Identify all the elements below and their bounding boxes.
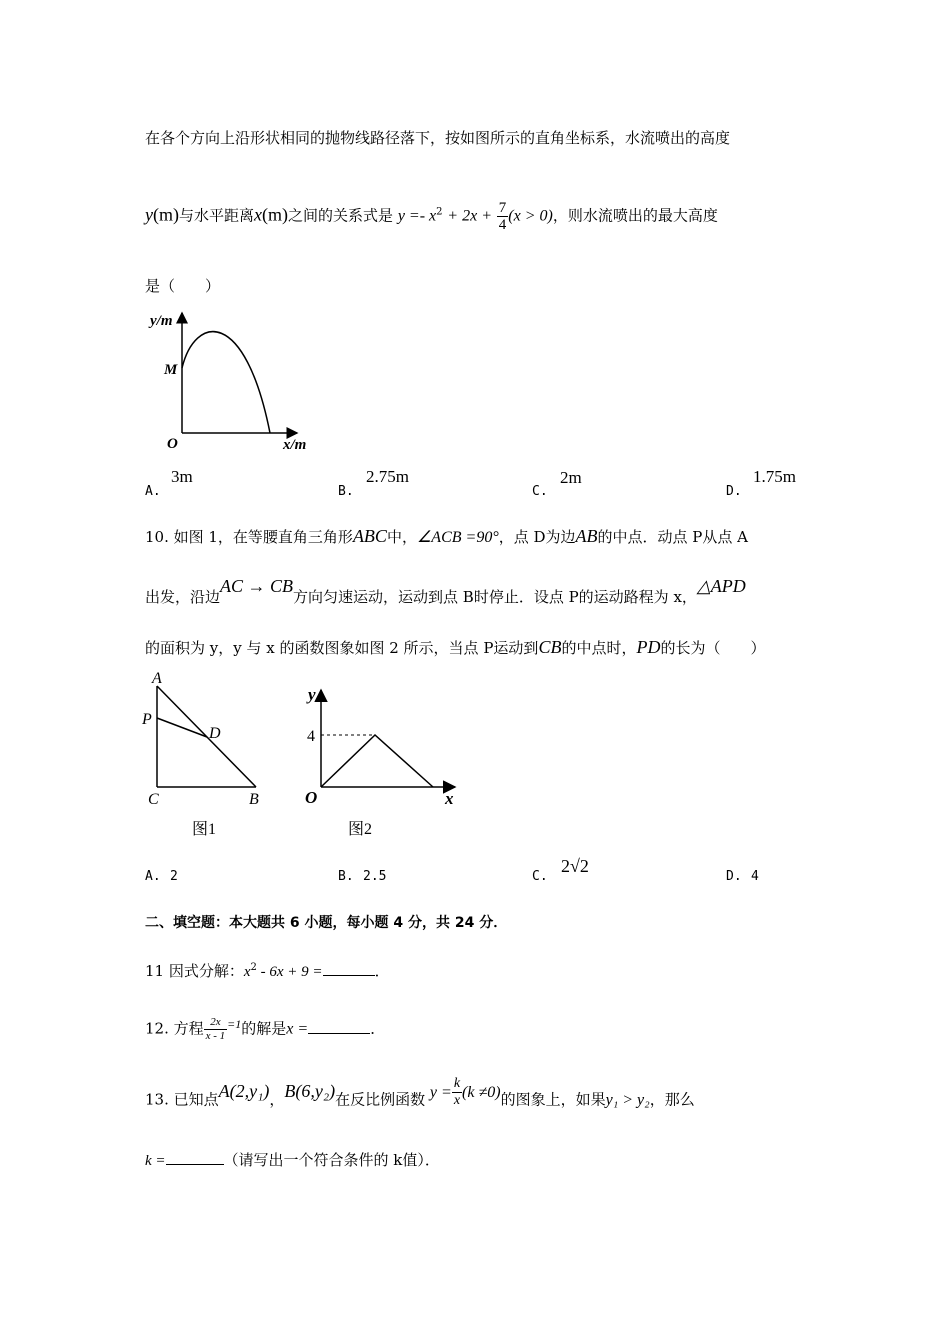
q10-l3d: PD — [636, 637, 661, 657]
q10-option-d-label: D. — [726, 869, 742, 884]
q11-text — [145, 958, 390, 982]
q9-origin-label: O — [167, 436, 178, 452]
q10-l2c: 方向匀速运动，运动到点 B时停止．设点 P的运动路程为 x， — [293, 588, 697, 606]
q9-text-mid: 与水平距离 — [179, 206, 255, 225]
q9-y-var: y — [145, 204, 153, 225]
q9-option-a-label: A. — [145, 484, 161, 499]
q9-option-c-value: 2m — [560, 468, 582, 487]
q10-figure1-triangle — [140, 668, 270, 843]
q9-point-m-label: M — [164, 362, 178, 378]
q10-l3c: 的中点时， — [561, 639, 637, 657]
q9-text-end: ，则水流喷出的最大高度 — [552, 206, 718, 225]
q10-text-line2 — [145, 576, 746, 607]
q9-parabola-graph — [145, 305, 325, 455]
q10-l3e: 的长为（ ） — [660, 639, 766, 657]
q13-k-eq: k = — [145, 1153, 166, 1169]
q13-mid: 在反比例函数 — [335, 1090, 426, 1109]
q13-l2b: （请写出一个符合条件的 k值）． — [223, 1151, 440, 1169]
q11-expr-b: - 6x + 9 = — [256, 964, 323, 980]
q10-l1e: ，点 D为边 — [498, 528, 576, 546]
q13-compare: y₁ > y₂ — [605, 1091, 650, 1109]
q9-formula-c: (x > 0) — [508, 207, 553, 225]
q11-expr-a: x — [243, 964, 251, 980]
q13-point-a: A(2,y₁) — [218, 1080, 270, 1101]
q13-func-frac — [452, 1076, 462, 1109]
q12-text — [145, 1016, 385, 1043]
q10-option-b-label: B. — [338, 869, 354, 884]
q9-option-c-label: C. — [532, 484, 548, 499]
q11-sup: 2 — [250, 962, 257, 973]
q9-parabola-curve — [182, 332, 270, 433]
q10-l3a: 的面积为 y，y 与 x 的函数图象如图 2 所示，当点 P运动到 — [145, 639, 539, 657]
q9-y-unit: (m) — [153, 204, 179, 225]
q10-fig1-caption: 图1 — [192, 821, 217, 838]
q10-l1c: 中， — [386, 528, 417, 546]
q9-formula-sup: 2 — [436, 206, 443, 218]
q10-option-d-value: 4 — [751, 869, 759, 884]
q9-formula-den: 4 — [498, 217, 507, 233]
q9-option-d-label: D. — [726, 484, 742, 499]
q13-comma: ， — [269, 1090, 285, 1109]
q10-l2d: △APD — [696, 576, 746, 596]
section2-title: 二、填空题：本大题共 6 小题，每小题 4 分，共 24 分． — [145, 915, 508, 931]
q10-fig2-caption: 图2 — [348, 821, 373, 838]
q10-figure2-graph — [295, 682, 465, 842]
q10-fig2-label-o: O — [305, 788, 318, 807]
q10-fig2-function-line — [321, 735, 433, 787]
q11-answer-blank[interactable] — [323, 975, 375, 976]
q10-fig1-label-b: B — [249, 791, 259, 808]
q10-fig1-segment-pd — [157, 718, 207, 737]
q9-formula-b: + 2x + — [447, 207, 492, 225]
q9-x-axis-label: x/m — [283, 437, 307, 453]
q11-end: ． — [374, 962, 390, 980]
q10-fig1-label-c: C — [148, 791, 159, 808]
q10-fig1-label-d: D — [209, 725, 221, 742]
q10-fig2-label-four: 4 — [307, 728, 315, 745]
q9-formula-frac — [497, 200, 509, 233]
q13-text-line1 — [145, 1076, 695, 1117]
q9-option-b-label: B. — [338, 484, 354, 499]
q12-answer-blank[interactable] — [308, 1033, 370, 1034]
q12-end: ． — [370, 1019, 386, 1038]
q11-num: 11 因式分解： — [145, 962, 244, 980]
q10-option-a-value: 2 — [170, 869, 178, 884]
q10-l2b: AC → CB — [220, 576, 294, 596]
q10-l2a: 出发，沿边 — [145, 588, 221, 606]
q9-text-line3: 是（ ） — [145, 277, 221, 295]
q12-num: 12. 方程 — [145, 1019, 204, 1038]
q10-text-line3 — [145, 637, 765, 658]
q10-l1f: AB — [575, 526, 598, 546]
q10-option-c-value: 2√2 — [561, 856, 589, 876]
q9-x-var: x — [254, 204, 263, 225]
q13-end: ，那么 — [649, 1090, 695, 1109]
q10-fig2-label-x: x — [445, 789, 454, 808]
q10-text-line1 — [145, 526, 748, 548]
q10-l1b: ABC — [352, 526, 387, 546]
q13-func-num: k — [453, 1076, 461, 1091]
q10-fig1-label-a: A — [152, 670, 162, 687]
q12-fraction — [204, 1016, 228, 1043]
q9-formula-a: y =- x — [397, 207, 437, 225]
q9-y-axis-label: y/m — [150, 313, 173, 329]
q13-func-y: y = — [429, 1083, 452, 1101]
q10-fig1-label-p: P — [142, 711, 152, 728]
q12-frac-num: 2x — [204, 1016, 228, 1030]
q10-l3b: CB — [538, 637, 562, 657]
q12-eq: =1 — [227, 1016, 242, 1031]
q12-x: x = — [286, 1020, 309, 1038]
q10-l1g: 的中点．动点 P从点 A — [597, 528, 748, 546]
q9-formula-num: 7 — [498, 200, 507, 216]
q9-option-a-value: 3m — [171, 467, 193, 486]
q12-frac-den: x - 1 — [205, 1030, 226, 1042]
q13-text-line2 — [145, 1150, 440, 1171]
q10-option-c-label: C. — [532, 869, 548, 884]
q10-l1a: 10. 如图 1，在等腰直角三角形 — [145, 528, 353, 546]
q13-num: 13. 已知点 — [145, 1090, 219, 1109]
q13-func-cond: (k ≠0) — [462, 1083, 501, 1101]
q10-option-b-value: 2.5 — [363, 869, 387, 884]
q9-text-line1: 在各个方向上沿形状相同的抛物线路径落下，按如图所示的直角坐标系，水流喷出的高度 — [145, 129, 731, 147]
q9-option-d-value: 1.75m — [753, 467, 796, 486]
q9-x-unit: (m) — [262, 204, 289, 225]
q13-point-b: B(6,y₂) — [284, 1080, 336, 1101]
q9-option-b-value: 2.75m — [366, 467, 409, 486]
q13-answer-blank[interactable] — [166, 1164, 224, 1165]
q12-mid: 的解是 — [241, 1019, 287, 1038]
q9-text-rel: 之间的关系式是 — [288, 206, 394, 225]
q10-option-a-label: A. — [145, 869, 161, 884]
q10-l1d: ∠ACB =90° — [416, 529, 499, 546]
q13-func-den: x — [453, 1093, 461, 1108]
q13-after: 的图象上，如果 — [500, 1090, 606, 1109]
q9-text-line2 — [145, 200, 718, 233]
q10-fig2-label-y: y — [308, 685, 316, 704]
